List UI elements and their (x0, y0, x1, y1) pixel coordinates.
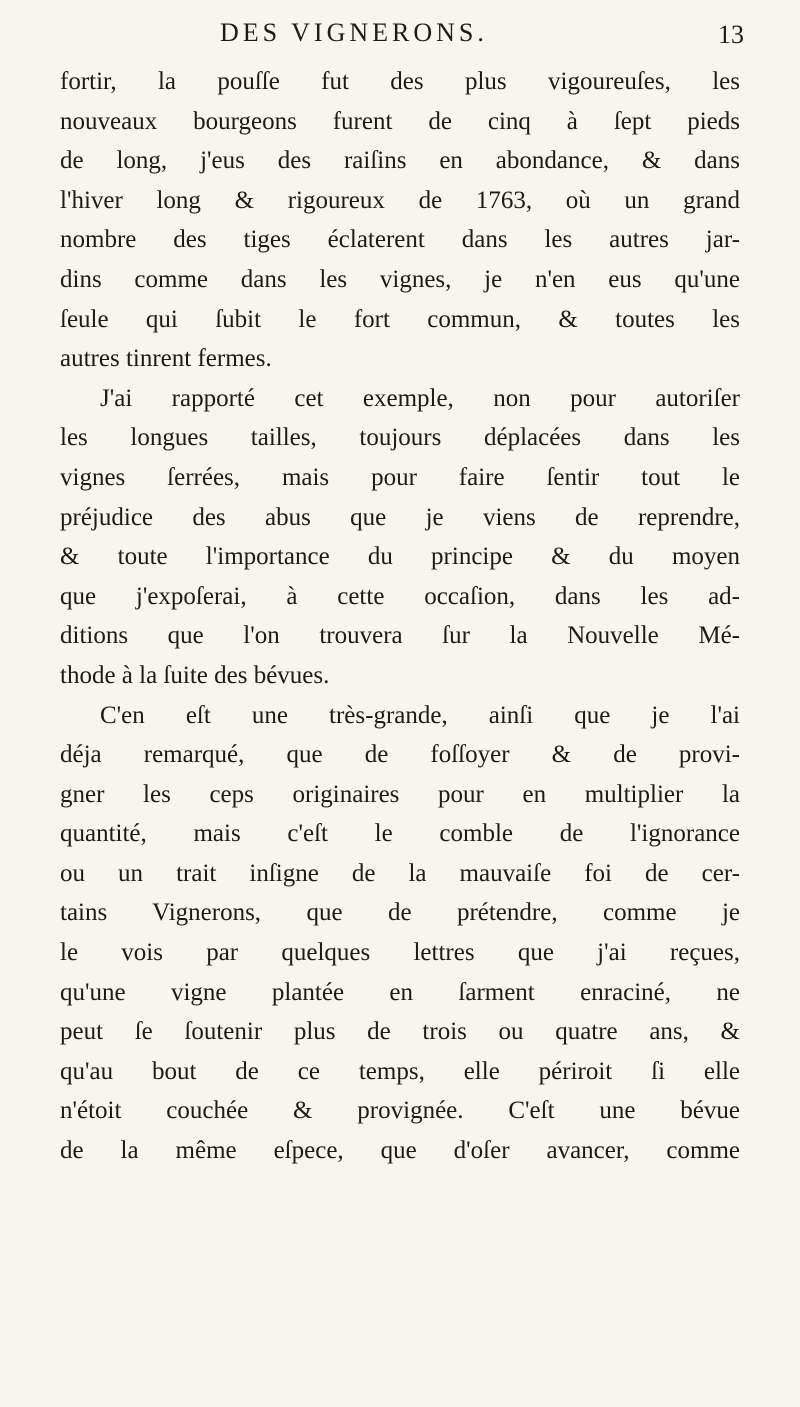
text-line: autres tinrent fermes. (60, 345, 272, 373)
running-head-title: DES VIGNERONS. (220, 18, 488, 47)
text-line: les longues tailles, toujours déplacées dans les (60, 424, 740, 452)
text-line: C'en eſt une très-grande, ainſi que je l'ai (100, 701, 740, 729)
text-line: gner les ceps originaires pour en multiplier la (60, 780, 740, 808)
text-line: de long, j'eus des raiſins en abondance, & dans (60, 147, 740, 175)
text-line: thode à la ſuite des bévues. (60, 661, 330, 689)
text-line: J'ai rapporté cet exemple, non pour autoriſer (100, 384, 740, 412)
text-line: & toute l'importance du principe & du moyen (60, 543, 740, 571)
text-line: quantité, mais c'eſt le comble de l'ignorance (60, 820, 740, 848)
text-line: nombre des tiges éclaterent dans les autres jar- (60, 226, 740, 254)
text-line: qu'au bout de ce temps, elle périroit ſi elle (60, 1057, 740, 1085)
text-line: que j'expoſerai, à cette occaſion, dans les ad- (60, 582, 740, 610)
text-line: qu'une vigne plantée en ſarment enraciné, ne (60, 978, 740, 1006)
text-line: l'hiver long & rigoureux de 1763, où un grand (60, 186, 740, 214)
text-line: vignes ſerrées, mais pour faire ſentir tout le (60, 463, 740, 491)
text-line: nouveaux bourgeons furent de cinq à ſept pieds (60, 107, 740, 135)
text-line: déja remarqué, que de foſſoyer & de provi- (60, 741, 740, 769)
text-line: tains Vignerons, que de prétendre, comme je (60, 899, 740, 927)
text-line: fortir, la pouſſe fut des plus vigoureuſes, les (60, 68, 740, 95)
page-number: 13 (718, 20, 744, 49)
text-line: le vois par quelques lettres que j'ai reçues, (60, 939, 740, 967)
text-line: ſeule qui ſubit le fort commun, & toutes les (60, 305, 740, 333)
body-text (60, 62, 740, 1171)
text-line: ou un trait inſigne de la mauvaiſe foi de cer- (60, 859, 740, 887)
text-line: ditions que l'on trouvera ſur la Nouvelle Mé- (60, 622, 740, 650)
text-line: préjudice des abus que je viens de reprendre, (60, 503, 740, 531)
text-line: de la même eſpece, que d'oſer avancer, comme (60, 1137, 740, 1165)
text-line: n'étoit couchée & provignée. C'eſt une bévue (60, 1097, 740, 1125)
running-head (0, 18, 800, 58)
text-line: dins comme dans les vignes, je n'en eus qu'une (60, 265, 740, 293)
text-line: peut ſe ſoutenir plus de trois ou quatre ans, & (60, 1018, 740, 1046)
